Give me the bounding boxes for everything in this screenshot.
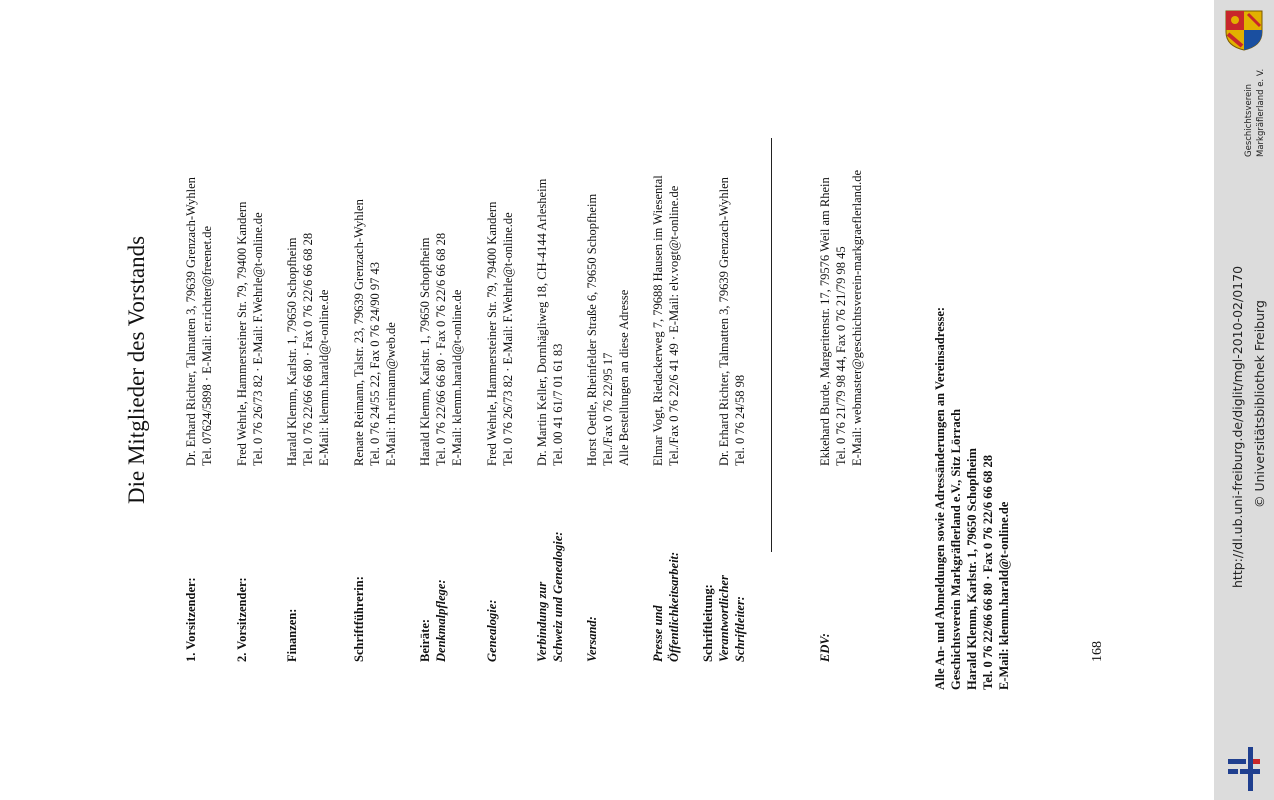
page-number: 168 bbox=[1090, 641, 1105, 662]
member-info: Renate Reimann, Talstr. 23, 79639 Grenzach-Wyhlen Tel. 0 76 24/55 22, Fax 0 76 24/90 97 43 E-Mail: rh.reimann@web.de bbox=[352, 199, 398, 466]
member-info: Dr. Erhard Richter, Talmatten 3, 79639 Grenzach-Wyhlen Tel. 0 76 24/58 98 bbox=[717, 177, 747, 466]
university-library-logo-icon bbox=[1226, 745, 1262, 793]
member-role: 1. Vorsitzender: bbox=[184, 577, 198, 662]
member-role: Genealogie: bbox=[485, 599, 499, 662]
member-info: Dr. Erhard Richter, Talmatten 3, 79639 Grenzach-Wyhlen Tel. 07624/5898 · E-Mail: er.richter@freenet.de bbox=[184, 177, 214, 466]
member-role: EDV: bbox=[818, 633, 832, 662]
member-role: Verbindung zur Schweiz und Genealogie: bbox=[535, 531, 565, 662]
member-info: Harald Klemm, Karlstr. 1, 79650 Schopfheim Tel. 0 76 22/66 66 80 · Fax 0 76 22/6 66 68 28 E-Mail: klemm.harald@t-online.de bbox=[285, 232, 331, 466]
member-role: 2. Vorsitzender: bbox=[235, 577, 249, 662]
section-divider bbox=[771, 138, 772, 552]
member-info: Harald Klemm, Karlstr. 1, 79650 Schopfheim Tel. 0 76 22/66 66 80 · Fax 0 76 22/6 66 68 28 E-Mail: klemm.harald@t-online.de bbox=[418, 232, 464, 466]
membership-address-notice: Alle An- und Abmeldungen sowie Adressänderungen an Vereinsadresse: Geschichtsverein Markgräflerland e.V., Sitz Lörrach Harald Klemm, Karlstr. 1, 79650 Schopfheim Tel. 0 76 22/66 66 80 · Fax 0 76 22/6 66 68 28 E-Mail: klemm.harald@t-online.de bbox=[933, 306, 1011, 690]
society-name-line1-text: Geschichtsverein bbox=[1244, 83, 1254, 157]
member-info: Ekkehard Burde, Margeritenstr. 17, 79576 Weil am Rhein Tel. 0 76 21/79 98 44, Fax 0 76 21/79 98 45 E-Mail: webmaster@geschichtsverein-markgraeflerland.de bbox=[818, 169, 864, 466]
member-role: Presse und Öffentlichkeitsarbeit: bbox=[651, 551, 681, 662]
member-role: Finanzen: bbox=[285, 608, 299, 662]
member-role: Schriftleitung: Verantwortlicher Schriftleiter: bbox=[701, 575, 747, 662]
member-role: Versand: bbox=[585, 616, 599, 662]
member-role: Schriftführerin: bbox=[352, 576, 366, 662]
document-url-link[interactable]: http://dl.ub.uni-freiburg.de/diglit/mgl-2010-02/0170 bbox=[1230, 265, 1245, 588]
member-info: Dr. Martin Keller, Dornhägliweg 18, CH-4144 Arlesheim Tel. 00 41 61/7 01 61 83 bbox=[535, 178, 565, 466]
page-title: Die Mitglieder des Vorstands bbox=[124, 235, 149, 504]
coat-of-arms-icon bbox=[1222, 8, 1266, 52]
viewer-sidebar bbox=[1214, 0, 1274, 800]
society-name-line2-text: Markgräflerland e. V. bbox=[1256, 68, 1266, 157]
member-info: Fred Wehrle, Hammersteiner Str. 79, 79400 Kandern Tel. 0 76 26/73 82 · E-Mail: F.Wehrle@t-online.de bbox=[485, 201, 515, 466]
member-info: Horst Oettle, Rheinfelder Straße 6, 79650 Schopfheim Tel./Fax 0 76 22/95 17 Alle Bestellungen an diese Adresse bbox=[585, 193, 631, 466]
member-role: Beiräte: Denkmalpflege: bbox=[418, 579, 448, 662]
copyright-notice: © Universitätsbibliothek Freiburg bbox=[1252, 300, 1267, 508]
member-info: Elmar Vogt, Riedackerweg 7, 79688 Hausen im Wiesental Tel./Fax 0 76 22/6 41 49 · E-Mail: elv.vogt@t-online.de bbox=[651, 175, 681, 466]
member-info: Fred Wehrle, Hammersteiner Str. 79, 79400 Kandern Tel. 0 76 26/73 82 · E-Mail: F.Wehrle@t-online.de bbox=[235, 201, 265, 466]
